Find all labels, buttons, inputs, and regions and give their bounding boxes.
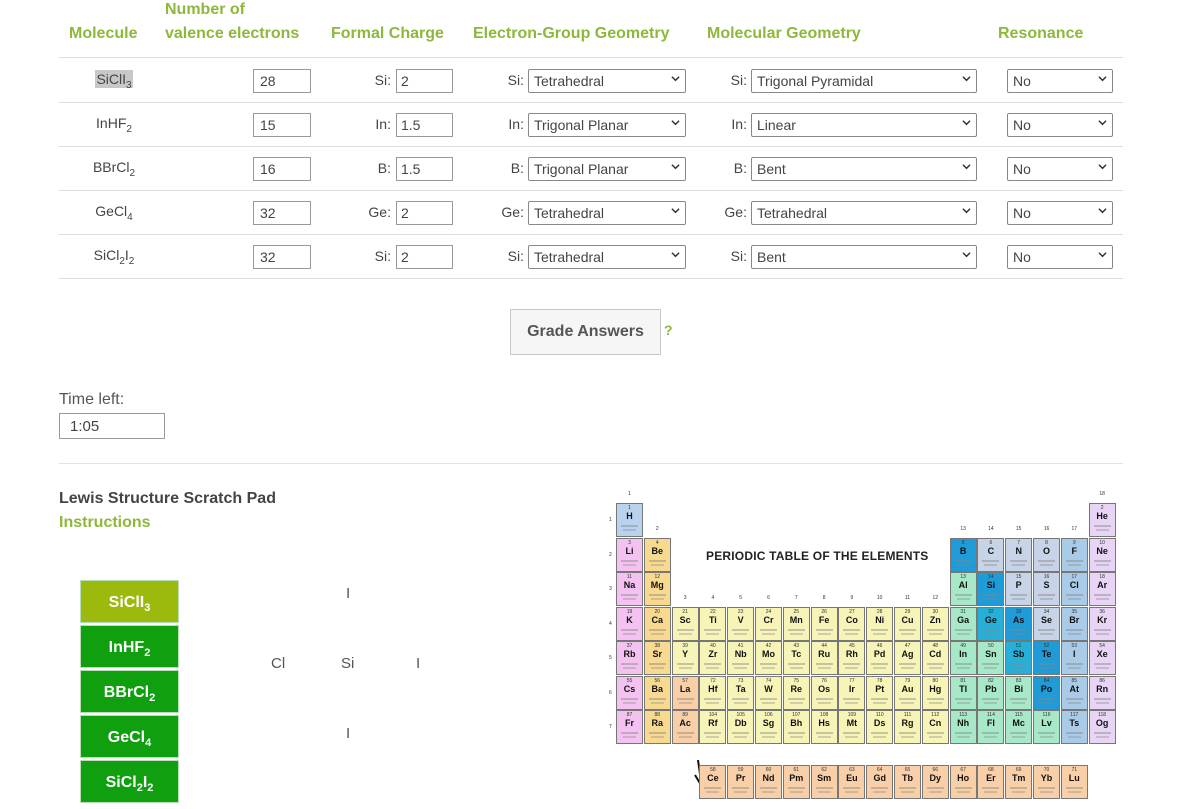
element-cell: 66 Dy: [922, 765, 949, 799]
element-cell: 15 P: [1005, 572, 1032, 606]
element-cell: 16 S: [1033, 572, 1060, 606]
chevron-down-icon: [962, 74, 971, 83]
element-cell: 39 Y: [672, 641, 699, 675]
lewis-atom-top[interactable]: I: [346, 585, 351, 602]
periodic-table: [606, 487, 1121, 809]
periodic-table-title: PERIODIC TABLE OF THE ELEMENTS: [706, 549, 929, 563]
element-cell: 5 B: [950, 538, 977, 572]
element-cell: 58 Ce: [699, 765, 726, 799]
period-number: 2: [609, 551, 612, 558]
group-number: 7: [794, 594, 798, 601]
element-cell: 51 Sb: [1005, 641, 1032, 675]
mol-geometry-select[interactable]: Bent: [751, 245, 977, 269]
element-cell: 13 Al: [950, 572, 977, 606]
group-number: 11: [904, 594, 911, 601]
group-number: 6: [767, 594, 770, 601]
element-cell: 55 Cs: [616, 676, 643, 710]
eg-geometry-atom-label: Ge:: [501, 204, 524, 220]
eg-geometry-select[interactable]: Tetrahedral: [528, 69, 686, 93]
element-cell: 48 Cd: [922, 641, 949, 675]
mol-geometry-atom-label: Si:: [730, 72, 747, 88]
element-cell: 7 N: [1005, 538, 1032, 572]
period-number: 4: [609, 620, 612, 627]
chevron-down-icon: [1098, 118, 1107, 127]
element-cell: 62 Sm: [811, 765, 838, 799]
mol-geometry-atom-label: Si:: [730, 248, 747, 264]
element-cell: 42 Mo: [755, 641, 782, 675]
time-left-field: 1:05: [59, 413, 165, 439]
element-cell: 46 Pd: [866, 641, 893, 675]
resonance-select[interactable]: No: [1007, 69, 1113, 93]
group-number: 10: [876, 594, 883, 601]
element-cell: 33 As: [1005, 607, 1032, 641]
molecule-name: GeCl$_4$: [95, 203, 133, 223]
element-cell: 47 Ag: [894, 641, 921, 675]
table-row: [59, 146, 1123, 190]
group-number: 2: [655, 525, 659, 532]
resonance-select[interactable]: No: [1007, 245, 1113, 269]
table-row: [59, 102, 1123, 146]
element-cell: 57 La: [672, 676, 699, 710]
molecule-select-button[interactable]: SiClI$_3$: [80, 580, 179, 623]
period-number: 5: [609, 655, 612, 661]
group-number: 16: [1043, 525, 1050, 532]
element-cell: 76 Os: [811, 676, 838, 710]
element-cell: 110 Ds: [866, 710, 893, 744]
element-cell: 3 Li: [616, 538, 643, 572]
eg-geometry-select[interactable]: Trigonal Planar: [528, 157, 686, 181]
element-cell: 19 K: [616, 607, 643, 641]
element-cell: 21 Sc: [672, 607, 699, 641]
group-number: 3: [683, 594, 687, 601]
grade-answers-button[interactable]: Grade Answers: [510, 309, 661, 355]
group-number: 14: [988, 525, 994, 532]
mol-geometry-atom-label: Ge:: [724, 204, 747, 220]
mol-geometry-select[interactable]: Tetrahedral: [751, 201, 977, 225]
element-cell: 9 F: [1061, 538, 1088, 572]
element-cell: 41 Nb: [727, 641, 754, 675]
element-cell: 40 Zr: [699, 641, 726, 675]
group-number: 5: [739, 594, 743, 601]
lewis-atom-left[interactable]: Cl: [271, 655, 286, 672]
element-cell: 30 Zn: [922, 607, 949, 641]
molecule-name: SiClI$_3$: [96, 71, 132, 91]
table-row: [59, 234, 1123, 278]
element-cell: 60 Nd: [755, 765, 782, 799]
element-cell: 107 Bh: [783, 710, 810, 744]
element-cell: 108 Hs: [811, 710, 838, 744]
resonance-select[interactable]: No: [1007, 113, 1113, 137]
col-header-resonance: Resonance: [998, 25, 1084, 42]
mol-geometry-select[interactable]: Bent: [751, 157, 977, 181]
formal-charge-input[interactable]: 2: [396, 245, 453, 269]
formal-charge-atom-label: Si:: [374, 248, 391, 264]
element-cell: 26 Fe: [811, 607, 838, 641]
element-cell: 8 O: [1033, 538, 1060, 572]
scratch-pad-title: Lewis Structure Scratch Pad: [59, 490, 276, 507]
table-row: [59, 190, 1123, 234]
section-divider: [59, 463, 1123, 464]
element-cell: 114 Fl: [977, 710, 1004, 744]
chevron-down-icon: [1098, 206, 1107, 215]
col-header-valence-line1: Number of: [165, 1, 245, 18]
element-cell: 6 C: [977, 538, 1004, 572]
formal-charge-atom-label: Ge:: [368, 204, 391, 220]
element-cell: 31 Ga: [950, 607, 977, 641]
molecule-select-button[interactable]: GeCl$_4$: [80, 715, 179, 758]
element-cell: 20 Ca: [644, 607, 671, 641]
mol-geometry-atom-label: B:: [733, 160, 747, 176]
group-number: 18: [1099, 491, 1105, 497]
element-cell: 118 Og: [1089, 710, 1116, 744]
time-left-label: Time left:: [59, 391, 125, 408]
col-header-mol-geometry: Molecular Geometry: [707, 25, 861, 42]
group-number: 8: [822, 594, 826, 601]
element-cell: 104 Rf: [699, 710, 726, 744]
mol-geometry-select[interactable]: Linear: [751, 113, 977, 137]
element-cell: 106 Sg: [755, 710, 782, 744]
period-number: 6: [609, 689, 612, 696]
element-cell: 22 Ti: [699, 607, 726, 641]
element-cell: 112 Cn: [922, 710, 949, 744]
element-cell: 24 Cr: [755, 607, 782, 641]
valence-electrons-input[interactable]: 32: [253, 201, 311, 225]
element-cell: 117 Ts: [1061, 710, 1088, 744]
valence-electrons-input[interactable]: 15: [253, 113, 311, 137]
period-number: 1: [609, 517, 612, 523]
element-cell: 73 Ta: [727, 676, 754, 710]
chevron-down-icon: [671, 74, 680, 83]
element-cell: 36 Kr: [1089, 607, 1116, 641]
element-cell: 29 Cu: [894, 607, 921, 641]
chevron-down-icon: [1098, 250, 1107, 259]
element-cell: 17 Cl: [1061, 572, 1088, 606]
element-cell: 12 Mg: [644, 572, 671, 606]
element-cell: 10 Ne: [1089, 538, 1116, 572]
eg-geometry-atom-label: B:: [510, 160, 524, 176]
element-cell: 63 Eu: [838, 765, 865, 799]
eg-geometry-select[interactable]: Tetrahedral: [528, 201, 686, 225]
chevron-down-icon: [671, 250, 680, 259]
eg-geometry-atom-label: In:: [508, 116, 524, 132]
element-cell: 89 Ac: [672, 710, 699, 744]
element-cell: 86 Rn: [1089, 676, 1116, 710]
period-number: 7: [609, 724, 612, 730]
chevron-down-icon: [671, 162, 680, 171]
col-header-eg-geometry: Electron-Group Geometry: [473, 25, 670, 42]
eg-geometry-select[interactable]: Trigonal Planar: [528, 113, 686, 137]
valence-electrons-input[interactable]: 28: [253, 69, 311, 93]
valence-electrons-input[interactable]: 32: [253, 245, 311, 269]
element-cell: 116 Lv: [1033, 710, 1060, 744]
chevron-down-icon: [962, 250, 971, 259]
molecule-name: InHF$_2$: [96, 115, 132, 135]
chevron-down-icon: [1098, 162, 1107, 171]
group-number: 17: [1071, 525, 1078, 532]
eg-geometry-select[interactable]: Tetrahedral: [528, 245, 686, 269]
formal-charge-atom-label: In:: [375, 116, 391, 132]
element-cell: 83 Bi: [1005, 676, 1032, 710]
element-cell: 78 Pt: [866, 676, 893, 710]
row-divider: [59, 278, 1123, 279]
formal-charge-atom-label: B:: [377, 160, 391, 176]
element-cell: 105 Db: [727, 710, 754, 744]
element-cell: 14 Si: [977, 572, 1004, 606]
element-cell: 59 Pr: [727, 765, 754, 799]
element-cell: 61 Pm: [783, 765, 810, 799]
chevron-down-icon: [671, 118, 680, 127]
element-cell: 72 Hf: [699, 676, 726, 710]
element-cell: 56 Ba: [644, 676, 671, 710]
group-number: 13: [960, 525, 966, 532]
element-cell: 84 Po: [1033, 676, 1060, 710]
group-number: 12: [932, 594, 939, 601]
element-cell: 44 Ru: [811, 641, 838, 675]
element-cell: 71 Lu: [1061, 765, 1088, 799]
eg-geometry-atom-label: Si:: [507, 72, 524, 88]
element-cell: 23 V: [727, 607, 754, 641]
element-cell: 88 Ra: [644, 710, 671, 744]
molecule-select-button[interactable]: BBrCl$_2$: [80, 670, 179, 713]
element-cell: 64 Gd: [866, 765, 893, 799]
help-icon[interactable]: ?: [664, 322, 673, 338]
element-cell: 82 Pb: [977, 676, 1004, 710]
group-number: 15: [1015, 525, 1022, 532]
formal-charge-atom-label: Si:: [374, 72, 391, 88]
element-cell: 68 Er: [977, 765, 1004, 799]
resonance-select[interactable]: No: [1007, 201, 1113, 225]
group-number: 1: [628, 491, 631, 497]
element-cell: 75 Re: [783, 676, 810, 710]
element-cell: 11 Na: [616, 572, 643, 606]
lewis-atom-center[interactable]: Si: [341, 655, 355, 672]
element-cell: 25 Mn: [783, 607, 810, 641]
element-cell: 2 He: [1089, 503, 1116, 537]
element-cell: 35 Br: [1061, 607, 1088, 641]
element-cell: 80 Hg: [922, 676, 949, 710]
element-cell: 34 Se: [1033, 607, 1060, 641]
group-number: 9: [850, 594, 854, 601]
mol-geometry-atom-label: In:: [731, 116, 747, 132]
chevron-down-icon: [1098, 74, 1107, 83]
table-row: [59, 58, 1123, 102]
instructions-link[interactable]: Instructions: [59, 514, 151, 531]
element-cell: 77 Ir: [838, 676, 865, 710]
element-cell: 18 Ar: [1089, 572, 1116, 606]
element-cell: 32 Ge: [977, 607, 1004, 641]
element-cell: 50 Sn: [977, 641, 1004, 675]
period-number: 3: [609, 586, 612, 592]
group-number: 4: [711, 594, 715, 601]
formal-charge-input[interactable]: 2: [396, 201, 453, 225]
element-cell: 81 Tl: [950, 676, 977, 710]
formal-charge-input[interactable]: 1.5: [396, 113, 453, 137]
element-cell: 45 Rh: [838, 641, 865, 675]
element-cell: 52 Te: [1033, 641, 1060, 675]
formal-charge-input[interactable]: 1.5: [396, 157, 453, 181]
element-cell: 53 I: [1061, 641, 1088, 675]
element-cell: 85 At: [1061, 676, 1088, 710]
element-cell: 27 Co: [838, 607, 865, 641]
element-cell: 69 Tm: [1005, 765, 1032, 799]
element-cell: 1 H: [616, 503, 643, 537]
element-cell: 37 Rb: [616, 641, 643, 675]
element-cell: 4 Be: [644, 538, 671, 572]
lewis-atom-bottom[interactable]: I: [346, 725, 351, 742]
element-cell: 67 Ho: [950, 765, 977, 799]
element-cell: 28 Ni: [866, 607, 893, 641]
molecule-name: $SiCl_2I_2$: [93, 247, 135, 267]
element-cell: 74 W: [755, 676, 782, 710]
element-cell: 54 Xe: [1089, 641, 1116, 675]
col-header-molecule: Molecule: [69, 25, 138, 42]
element-cell: 38 Sr: [644, 641, 671, 675]
element-cell: 111 Rg: [894, 710, 921, 744]
element-cell: 87 Fr: [616, 710, 643, 744]
valence-electrons-input[interactable]: 16: [253, 157, 311, 181]
chevron-down-icon: [962, 206, 971, 215]
mol-geometry-select[interactable]: Trigonal Pyramidal: [751, 69, 977, 93]
resonance-select[interactable]: No: [1007, 157, 1113, 181]
col-header-formal-charge: Formal Charge: [331, 25, 444, 42]
molecule-name: BBrCl$_2$: [92, 159, 136, 179]
molecule-select-button[interactable]: $SiCl_2I_2$: [80, 760, 179, 803]
element-cell: 113 Nh: [950, 710, 977, 744]
element-cell: 79 Au: [894, 676, 921, 710]
element-cell: 70 Yb: [1033, 765, 1060, 799]
element-cell: 65 Tb: [894, 765, 921, 799]
lewis-atom-right[interactable]: I: [416, 655, 421, 672]
chevron-down-icon: [671, 206, 680, 215]
chevron-down-icon: [962, 118, 971, 127]
molecule-select-button[interactable]: InHF$_2$: [80, 625, 179, 668]
chevron-down-icon: [962, 162, 971, 171]
element-cell: 115 Mc: [1005, 710, 1032, 744]
element-cell: 109 Mt: [838, 710, 865, 744]
element-cell: 49 In: [950, 641, 977, 675]
formal-charge-input[interactable]: 2: [396, 69, 453, 93]
col-header-valence-line2: valence electrons: [165, 25, 300, 42]
eg-geometry-atom-label: Si:: [507, 248, 524, 264]
element-cell: 43 Tc: [783, 641, 810, 675]
